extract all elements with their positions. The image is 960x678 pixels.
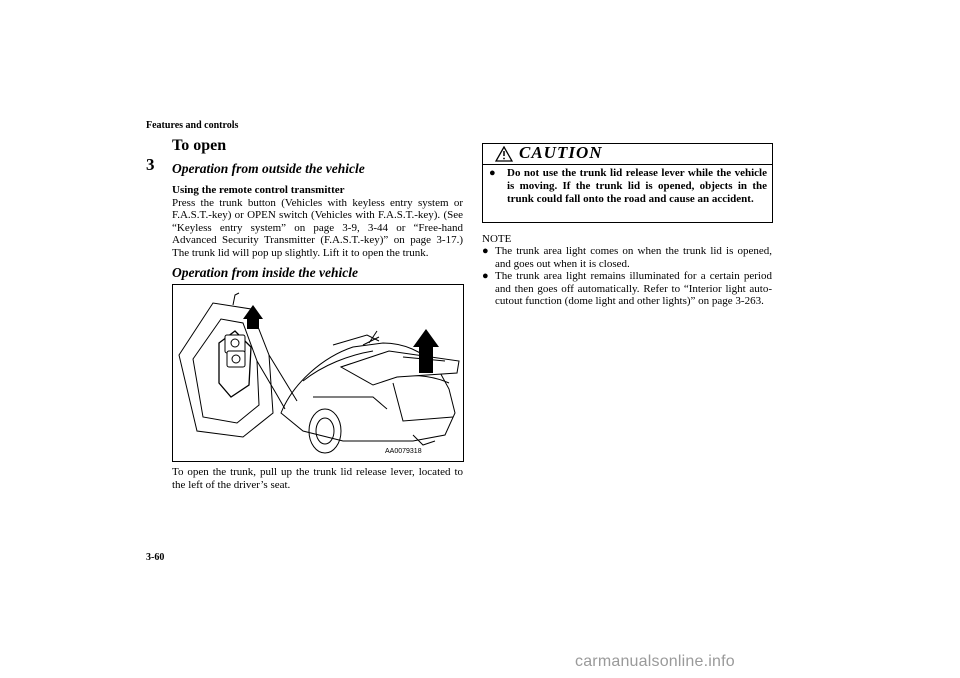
- note-list: [482, 245, 772, 308]
- note-item: [482, 245, 772, 270]
- bullet-icon: ●: [489, 167, 496, 179]
- bullet-icon: ●: [482, 270, 489, 282]
- note-item-text: The trunk area light remains illuminated for a certain period and then goes off automatically. Refer to “Interior light auto-cutout function (dome light and other lights)” on page 3-263.: [495, 270, 772, 307]
- trunk-release-figure: [172, 284, 464, 462]
- note-item: [482, 270, 772, 308]
- running-header: Features and controls: [146, 120, 239, 131]
- note-label: NOTE: [482, 233, 512, 245]
- trunk-illustration: [173, 285, 463, 461]
- remote-control-paragraph: [172, 184, 463, 259]
- subsection-inside-heading: Operation from inside the vehicle: [172, 265, 358, 280]
- figure-caption: To open the trunk, pull up the trunk lid release lever, located to the left of the driver’s seat.: [172, 466, 463, 491]
- caution-box: [482, 143, 773, 223]
- remote-control-lead: Using the remote control transmitter: [172, 184, 345, 196]
- section-title: To open: [172, 137, 227, 154]
- page-number: 3-60: [146, 552, 165, 563]
- caution-item: [489, 167, 767, 206]
- subsection-outside-heading: Operation from outside the vehicle: [172, 161, 365, 176]
- remote-control-text: Press the trunk button (Vehicles with keyless entry system or F.A.S.T.-key) or OPEN switch (Vehicles with F.A.S.T.-key). (See “Keyless entry system” on page 3-9, 3-44 or “Free-hand Advanced Security Transmitter (F.A.S.T.-key)” on page 3-17.) The trunk lid will pop up slightly. Lift it to open the trunk.: [172, 196, 463, 259]
- caution-text: Do not use the trunk lid release lever while the vehicle is moving. If the trunk lid is opened, objects in the trunk could fall onto the road and cause an accident.: [507, 167, 767, 205]
- caution-title: CAUTION: [519, 143, 603, 162]
- note-item-text: The trunk area light comes on when the trunk lid is opened, and goes out when it is closed.: [495, 245, 772, 270]
- bullet-icon: ●: [482, 245, 489, 257]
- warning-triangle-icon: [495, 146, 513, 162]
- caution-header: [483, 144, 772, 165]
- watermark: carmanualsonline.info: [575, 653, 735, 670]
- chapter-tab: 3: [146, 155, 155, 174]
- figure-code: AA0079318: [385, 448, 422, 455]
